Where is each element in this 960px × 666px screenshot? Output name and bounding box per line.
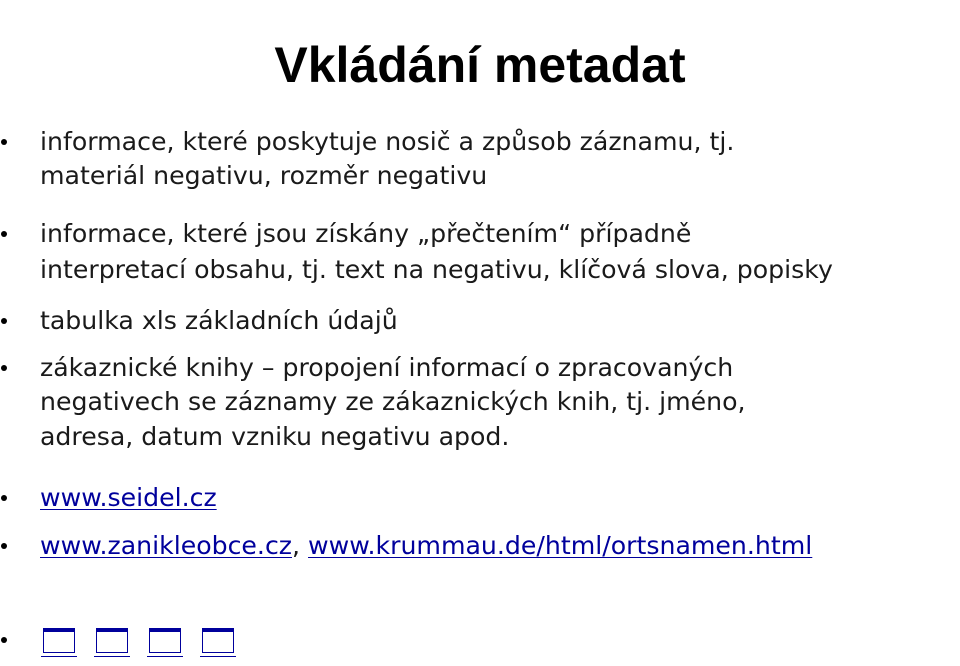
slide-title: Vkládání metadat — [274, 36, 686, 93]
bullet-line: materiál negativu, rozměr negativu — [40, 161, 488, 190]
link-icon[interactable] — [94, 628, 130, 657]
bullet-line: interpretací obsahu, tj. text na negativu, klíčová slova, popisky — [40, 255, 833, 284]
link-icon[interactable] — [147, 628, 183, 657]
bullet-line: adresa, datum vzniku negativu apod. — [40, 422, 510, 451]
bullet-dot — [1, 365, 7, 371]
bullet-line: tabulka xls základních údajů — [40, 306, 398, 335]
bullet-text — [40, 526, 958, 566]
link-zanikleobce[interactable]: www.zanikleobce.cz — [40, 531, 293, 560]
bullet-text — [40, 478, 958, 518]
window-icon — [43, 628, 75, 653]
bullet-text — [40, 214, 958, 290]
window-icon — [202, 628, 234, 653]
bullet-dot — [1, 318, 7, 324]
link-krummau[interactable]: www.krummau.de/html/ortsnamen.html — [308, 531, 813, 560]
link-icon[interactable] — [41, 628, 77, 657]
link-seidel[interactable]: www.seidel.cz — [40, 483, 217, 512]
bullet-dot — [1, 543, 7, 549]
bullet-dot — [1, 231, 7, 237]
bullet-dot — [1, 637, 7, 643]
link-icon[interactable] — [200, 628, 236, 657]
bullet-dot — [1, 139, 7, 145]
bullet-dot — [1, 495, 7, 501]
window-icon — [96, 628, 128, 653]
window-icon — [149, 628, 181, 653]
link-icon-row — [41, 628, 236, 657]
bullet-text — [40, 301, 958, 341]
bullet-text — [40, 348, 958, 457]
bullet-line: negativech se záznamy ze zákaznických knih, tj. jméno, — [40, 387, 746, 416]
bullet-line: informace, které poskytuje nosič a způsob záznamu, tj. — [40, 127, 735, 156]
bullet-line: zákaznické knihy – propojení informací o zpracovaných — [40, 353, 734, 382]
bullet-text — [40, 122, 958, 196]
link-separator: , — [292, 531, 309, 560]
bullet-line: informace, které jsou získány „přečtením“ případně — [40, 219, 692, 248]
